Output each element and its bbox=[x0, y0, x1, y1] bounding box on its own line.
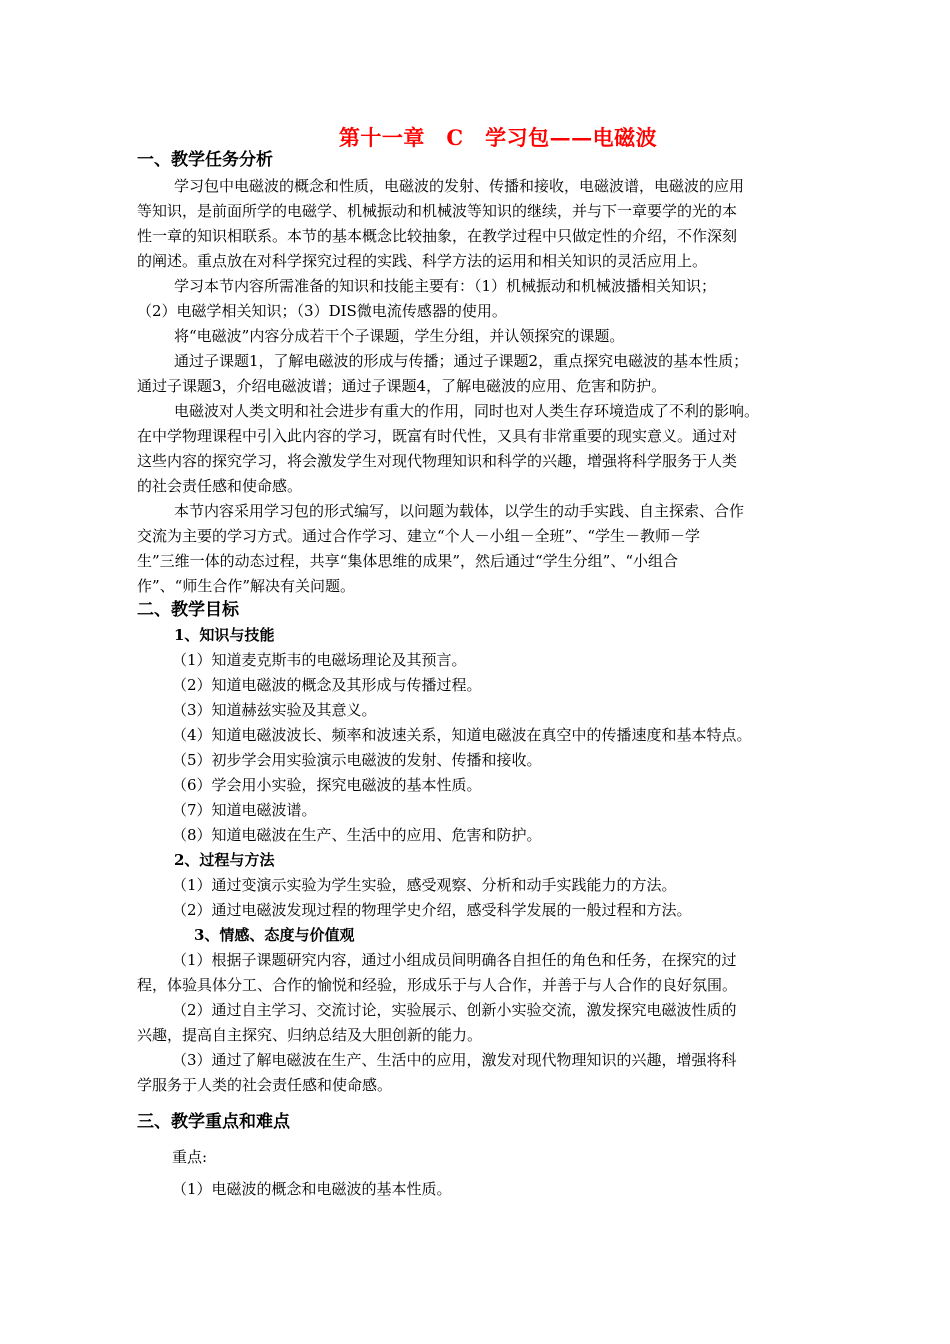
paragraph-line: 作”、“师生合作”解决有关问题。 bbox=[137, 577, 356, 595]
list-item: （2）知道电磁波的概念及其形成与传播过程。 bbox=[172, 676, 482, 694]
paragraph-line: 交流为主要的学习方式。通过合作学习、建立“个人－小组－全班”、“学生－教师－学 bbox=[137, 527, 701, 545]
paragraph-line: 本节内容采用学习包的形式编写，以问题为载体，以学生的动手实践、自主探索、合作 bbox=[174, 502, 745, 520]
subsection-heading-process: 2、过程与方法 bbox=[174, 851, 275, 869]
paragraph-line: 生”三维一体的动态过程，共享“集体思维的成果”，然后通过“学生分组”、“小组合 bbox=[137, 552, 679, 570]
paragraph-line: 将“电磁波”内容分成若干个子课题，学生分组，并认领探究的课题。 bbox=[174, 327, 625, 345]
list-item: （1）通过变演示实验为学生实验，感受观察、分析和动手实践能力的方法。 bbox=[172, 876, 677, 894]
list-item: （5）初步学会用实验演示电磁波的发射、传播和接收。 bbox=[172, 751, 542, 769]
section-heading-objectives: 二、教学目标 bbox=[137, 600, 239, 620]
list-item: （2）通过电磁波发现过程的物理学史介绍，感受科学发展的一般过程和方法。 bbox=[172, 901, 692, 919]
paragraph-line: 性一章的知识相联系。本节的基本概念比较抽象，在教学过程中只做定性的介绍，不作深刻 bbox=[137, 227, 738, 245]
list-item-continuation: 程，体验具体分工、合作的愉悦和经验，形成乐于与人合作，并善于与人合作的良好氛围。 bbox=[137, 976, 738, 994]
list-item: （1）知道麦克斯韦的电磁场理论及其预言。 bbox=[172, 651, 467, 669]
list-item: （1）根据子课题研究内容，通过小组成员间明确各自担任的角色和任务，在探究的过 bbox=[172, 951, 737, 969]
list-item: （8）知道电磁波在生产、生活中的应用、危害和防护。 bbox=[172, 826, 542, 844]
key-points-label: 重点: bbox=[172, 1148, 208, 1166]
list-item: （3）通过了解电磁波在生产、生活中的应用，激发对现代物理知识的兴趣，增强将科 bbox=[172, 1051, 737, 1069]
document-title: 第十一章 C 学习包——电磁波 bbox=[338, 125, 658, 150]
list-item: （1）电磁波的概念和电磁波的基本性质。 bbox=[172, 1180, 452, 1198]
paragraph-line: 学习本节内容所需准备的知识和技能主要有：（1）机械振动和机械波播相关知识； bbox=[174, 277, 717, 295]
subsection-heading-knowledge: 1、知识与技能 bbox=[174, 626, 275, 644]
subsection-heading-attitude: 3、情感、态度与价值观 bbox=[194, 926, 355, 944]
list-item: （7）知道电磁波谱。 bbox=[172, 801, 317, 819]
list-item: （4）知道电磁波波长、频率和波速关系，知道电磁波在真空中的传播速度和基本特点。 bbox=[172, 726, 752, 744]
paragraph-line: 通过子课题3，介绍电磁波谱；通过子课题4，了解电磁波的应用、危害和防护。 bbox=[137, 377, 667, 395]
list-item-continuation: 兴趣，提高自主探究、归纳总结及大胆创新的能力。 bbox=[137, 1026, 483, 1044]
list-item: （2）通过自主学习、交流讨论，实验展示、创新小实验交流，激发探究电磁波性质的 bbox=[172, 1001, 737, 1019]
paragraph-line: 的阐述。重点放在对科学探究过程的实践、科学方法的运用和相关知识的灵活应用上。 bbox=[137, 252, 708, 270]
paragraph-line: 这些内容的探究学习，将会激发学生对现代物理知识和科学的兴趣，增强将科学服务于人类 bbox=[137, 452, 738, 470]
list-item: （3）知道赫兹实验及其意义。 bbox=[172, 701, 377, 719]
paragraph-line: 电磁波对人类文明和社会进步有重大的作用，同时也对人类生存环境造成了不利的影响。 bbox=[174, 402, 760, 420]
paragraph-line: 在中学物理课程中引入此内容的学习，既富有时代性，又具有非常重要的现实意义。通过对 bbox=[137, 427, 738, 445]
section-heading-analysis: 一、教学任务分析 bbox=[137, 150, 273, 170]
list-item-continuation: 学服务于人类的社会责任感和使命感。 bbox=[137, 1076, 393, 1094]
paragraph-line: 学习包中电磁波的概念和性质，电磁波的发射、传播和接收，电磁波谱，电磁波的应用 bbox=[174, 177, 745, 195]
paragraph-line: （2）电磁学相关知识；（3）DIS微电流传感器的使用。 bbox=[137, 302, 507, 320]
section-heading-key-points: 三、教学重点和难点 bbox=[137, 1112, 290, 1132]
paragraph-line: 通过子课题1，了解电磁波的形成与传播；通过子课题2，重点探究电磁波的基本性质； bbox=[174, 352, 749, 370]
paragraph-line: 等知识，是前面所学的电磁学、机械振动和机械波等知识的继续，并与下一章要学的光的本 bbox=[137, 202, 738, 220]
list-item: （6）学会用小实验，探究电磁波的基本性质。 bbox=[172, 776, 482, 794]
paragraph-line: 的社会责任感和使命感。 bbox=[137, 477, 303, 495]
